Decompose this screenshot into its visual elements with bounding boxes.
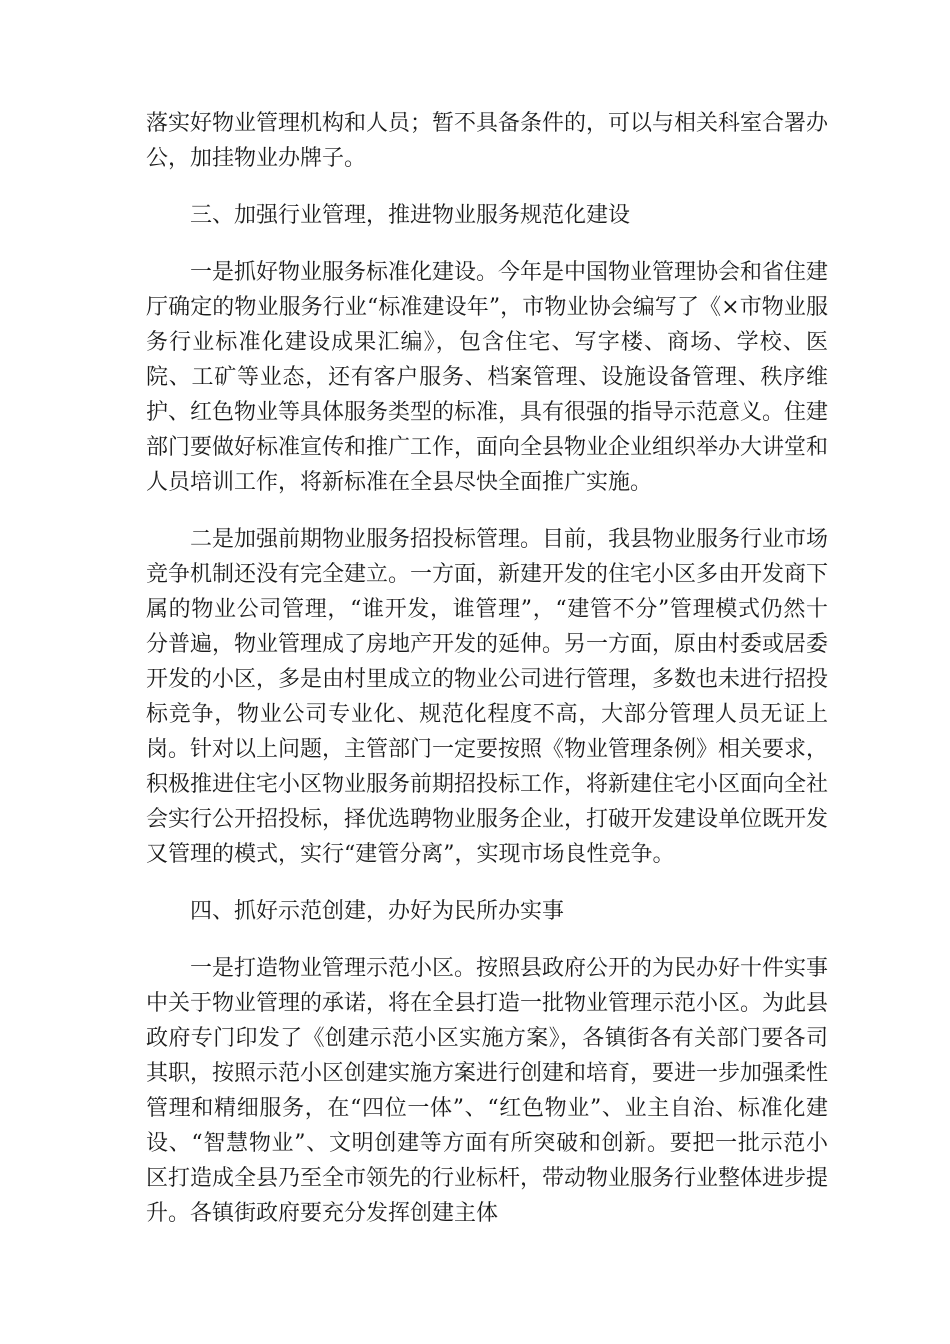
paragraph-standardization: 一是抓好物业服务标准化建设。今年是中国物业管理协会和省住建厅确定的物业服务行业“标准建设年”，市物业协会编写了《×市物业服务行业标准化建设成果汇编》，包含住宅、写字楼、商场、学校、医院、工矿等业态，还有客户服务、档案管理、设施设备管理、秩序维护、红色物业等具体服务类型的标准，具有很强的指导示范意义。住建部门要做好标准宣传和推广工作，面向全县物业企业组织举办大讲堂和人员培训工作，将新标准在全县尽快全面推广实施。: [146, 260, 829, 495]
section-heading-4: 四、抓好示范创建，办好为民所办实事: [190, 899, 565, 924]
paragraph-continuation: 落实好物业管理机构和人员；暂不具备条件的，可以与相关科室合署办公，加挂物业办牌子。: [146, 111, 829, 171]
paragraph-bidding: 二是加强前期物业服务招投标管理。目前，我县物业服务行业市场竞争机制还没有完全建立。一方面，新建开发的住宅小区多由开发商下属的物业公司管理，“谁开发，谁管理”，“建管不分”管理模式仍然十分普遍，物业管理成了房地产开发的延伸。另一方面，原由村委或居委开发的小区，多是由村里成立的物业公司进行管理，多数也未进行招投标竞争，物业公司专业化、规范化程度不高，大部分管理人员无证上岗。针对以上问题，主管部门一定要按照《物业管理条例》相关要求，积极推进住宅小区物业服务前期招投标工作，将新建住宅小区面向全社会实行公开招投标，择优选聘物业服务企业，打破开发建设单位既开发又管理的模式，实行“建管分离”，实现市场良性竞争。: [146, 527, 829, 867]
paragraph-demonstration: 一是打造物业管理示范小区。按照县政府公开的为民办好十件实事中关于物业管理的承诺，将在全县打造一批物业管理示范小区。为此县政府专门印发了《创建示范小区实施方案》，各镇街各有关部门要各司其职，按照示范小区创建实施方案进行创建和培育，要进一步加强柔性管理和精细服务，在“四位一体”、“红色物业”、业主自治、标准化建设、“智慧物业”、文明创建等方面有所突破和创新。要把一批示范小区打造成全县乃至全市领先的行业标杆，带动物业服务行业整体进步提升。各镇街政府要充分发挥创建主体: [146, 956, 829, 1226]
document-body: [146, 106, 828, 1253]
section-heading-3: 三、加强行业管理，推进物业服务规范化建设: [190, 203, 631, 228]
